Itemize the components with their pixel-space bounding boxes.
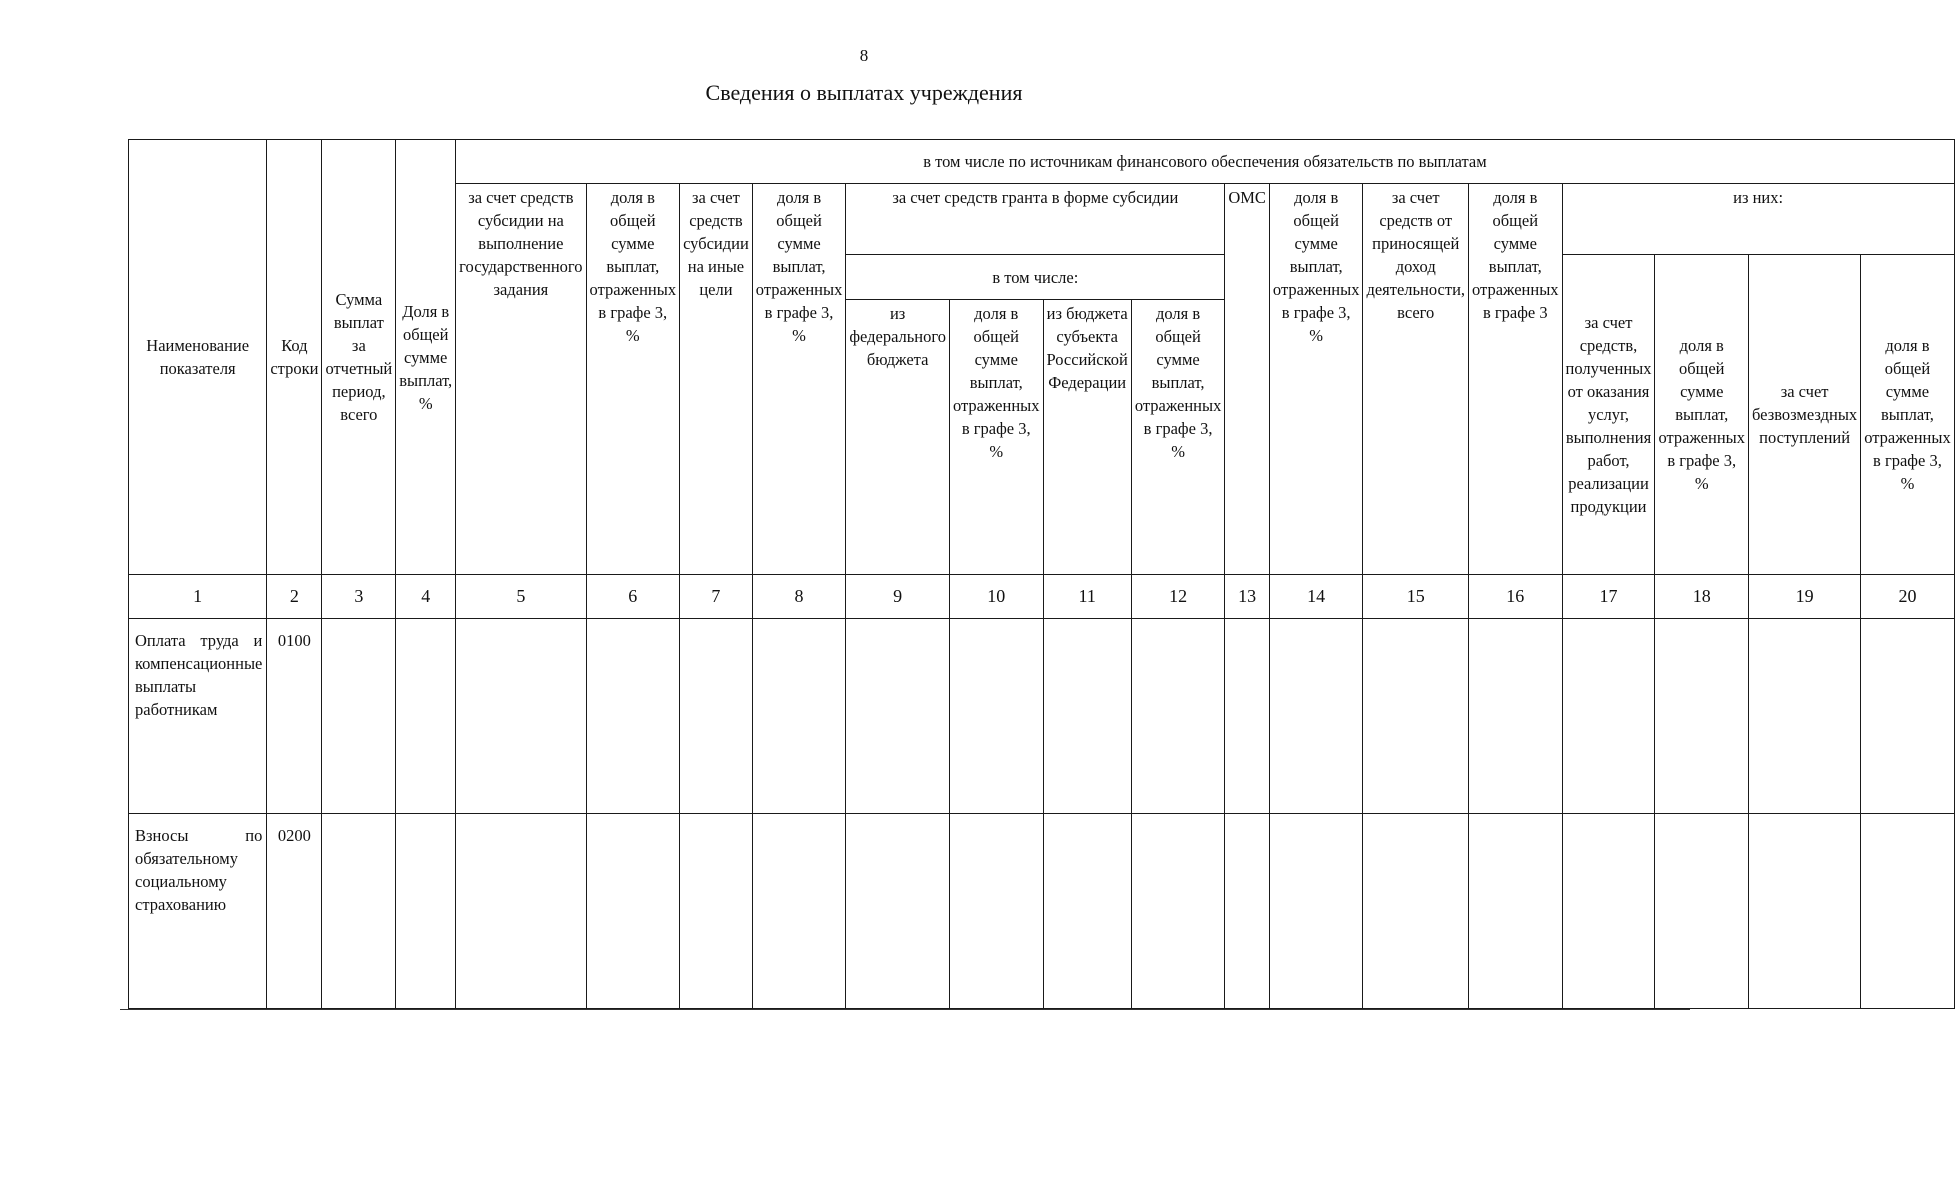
table-cell <box>1225 814 1270 1009</box>
table-cell <box>1861 619 1955 814</box>
table-cell <box>1469 814 1563 1009</box>
table-cell <box>456 619 586 814</box>
table-cell <box>1363 814 1469 1009</box>
header-sources: в том числе по источникам финансового обеспечения обязательств по выплатам <box>456 140 1955 184</box>
header-col-16: доля в общей сумме выплат, отраженных в графе 3 <box>1469 184 1563 575</box>
header-total: Сумма выплат за отчетный период, всего <box>322 140 396 575</box>
column-number: 9 <box>846 575 950 619</box>
header-col-13: ОМС <box>1225 184 1270 575</box>
header-col-10: доля в общей сумме выплат, отраженных в графе 3, % <box>949 300 1043 575</box>
column-number: 10 <box>949 575 1043 619</box>
column-number: 18 <box>1655 575 1749 619</box>
column-number: 12 <box>1131 575 1225 619</box>
table-cell <box>752 814 846 1009</box>
header-col-18: доля в общей сумме выплат, отраженных в графе 3, % <box>1655 255 1749 575</box>
column-number: 14 <box>1269 575 1363 619</box>
column-number: 15 <box>1363 575 1469 619</box>
column-number: 16 <box>1469 575 1563 619</box>
table-cell <box>949 619 1043 814</box>
column-number: 13 <box>1225 575 1270 619</box>
header-col-15: за счет средств от приносящей доход деятельности, всего <box>1363 184 1469 575</box>
header-col-12: доля в общей сумме выплат, отраженных в графе 3, % <box>1131 300 1225 575</box>
column-number: 19 <box>1749 575 1861 619</box>
header-row-1 <box>129 140 1955 184</box>
table-cell <box>396 814 456 1009</box>
column-number: 3 <box>322 575 396 619</box>
column-number: 6 <box>586 575 680 619</box>
table-cell <box>586 619 680 814</box>
table-cell <box>456 814 586 1009</box>
bottom-divider <box>120 1009 1690 1010</box>
table-cell <box>1861 814 1955 1009</box>
column-number: 8 <box>752 575 846 619</box>
table-cell <box>1363 619 1469 814</box>
table-cell <box>1043 814 1131 1009</box>
table-cell <box>1269 619 1363 814</box>
header-col-5: за счет средств субсидии на выполнение государственного задания <box>456 184 586 575</box>
header-col-17: за счет средств, полученных от оказания услуг, выполнения работ, реализации продукции <box>1562 255 1655 575</box>
table-cell <box>1225 619 1270 814</box>
table-cell <box>1131 619 1225 814</box>
column-number: 17 <box>1562 575 1655 619</box>
table-cell <box>1269 814 1363 1009</box>
table-cell <box>1749 814 1861 1009</box>
header-col-7: за счет средств субсидии на иные цели <box>680 184 753 575</box>
page-number: 8 <box>859 46 869 65</box>
table-cell <box>1469 619 1563 814</box>
header-col-14: доля в общей сумме выплат, отраженных в графе 3, % <box>1269 184 1363 575</box>
column-number: 7 <box>680 575 753 619</box>
table-cell <box>1562 619 1655 814</box>
header-grant: за счет средств гранта в форме субсидии <box>846 184 1225 255</box>
header-grant-incl: в том числе: <box>846 255 1225 300</box>
table-row <box>129 619 1955 814</box>
table-cell <box>846 619 950 814</box>
column-number: 20 <box>1861 575 1955 619</box>
table-row <box>129 814 1955 1009</box>
row-code: 0100 <box>267 619 322 814</box>
column-number: 11 <box>1043 575 1131 619</box>
table-cell <box>1043 619 1131 814</box>
table-cell <box>680 814 753 1009</box>
column-number: 5 <box>456 575 586 619</box>
table-cell <box>1749 619 1861 814</box>
table-cell <box>846 814 950 1009</box>
column-number: 2 <box>267 575 322 619</box>
table-cell <box>680 619 753 814</box>
header-col-9: из федерального бюджета <box>846 300 950 575</box>
document-title: Сведения о выплатах учреждения <box>705 80 1023 105</box>
table-cell <box>1131 814 1225 1009</box>
header-code: Код строки <box>267 140 322 575</box>
row-name: Взносы по обязательному социальному страхованию <box>129 814 267 1009</box>
table-cell <box>1562 814 1655 1009</box>
row-code: 0200 <box>267 814 322 1009</box>
table-cell <box>1655 814 1749 1009</box>
table-cell <box>396 619 456 814</box>
column-number: 1 <box>129 575 267 619</box>
row-name: Оплата труда и компенсационные выплаты работникам <box>129 619 267 814</box>
table-cell <box>586 814 680 1009</box>
table-cell <box>752 619 846 814</box>
payments-table <box>128 139 1955 1009</box>
header-of-them: из них: <box>1562 184 1954 255</box>
header-col-11: из бюджета субъекта Российской Федерации <box>1043 300 1131 575</box>
header-col-20: доля в общей сумме выплат, отраженных в графе 3, % <box>1861 255 1955 575</box>
header-name: Наименование показателя <box>129 140 267 575</box>
column-numbers-row <box>129 575 1955 619</box>
header-col-6: доля в общей сумме выплат, отраженных в графе 3, % <box>586 184 680 575</box>
header-share: Доля в общей сумме выплат, % <box>396 140 456 575</box>
table-cell <box>322 619 396 814</box>
table-cell <box>1655 619 1749 814</box>
table-cell <box>322 814 396 1009</box>
header-col-8: доля в общей сумме выплат, отраженных в графе 3, % <box>752 184 846 575</box>
header-col-19: за счет безвозмездных поступлений <box>1749 255 1861 575</box>
table-cell <box>949 814 1043 1009</box>
column-number: 4 <box>396 575 456 619</box>
